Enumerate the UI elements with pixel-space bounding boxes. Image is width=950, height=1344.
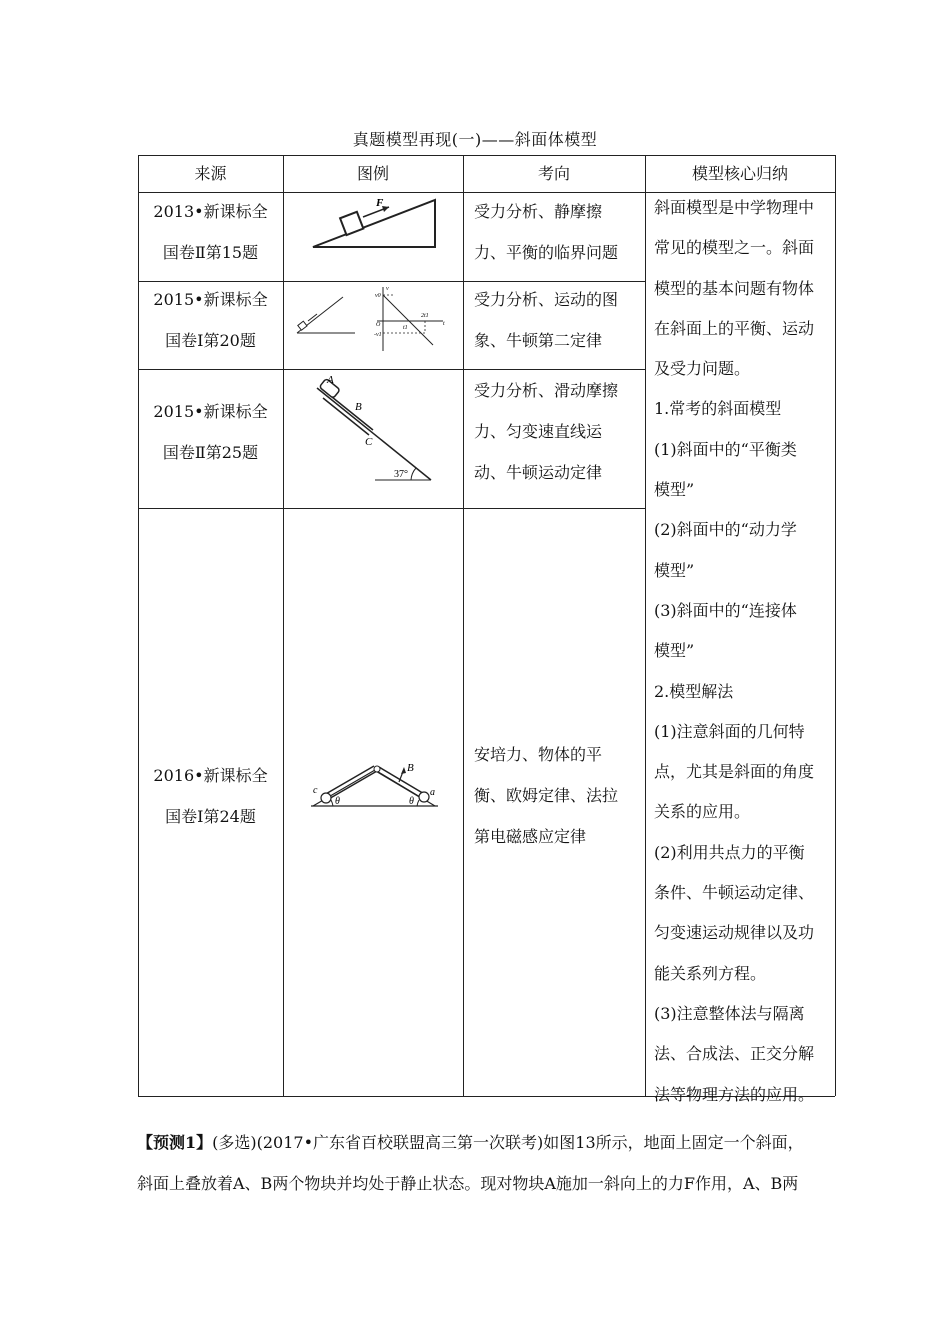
row4-source: 2016•新课标全 国卷Ⅰ第24题 [153,766,268,826]
svg-text:B: B [355,401,362,413]
svg-text:2t1: 2t1 [421,313,429,319]
prediction-line2: 斜面上叠放着A、B两个物块并均处于静止状态。现对物块A施加一斜向上的力F作用，A、B两 [137,1174,799,1193]
svg-text:v0: v0 [375,293,381,299]
svg-text:c: c [313,785,318,796]
header-topic: 考向 [537,164,570,183]
page-title: 真题模型再现(一)——斜面体模型 [352,130,598,149]
header-source: 来源 [194,164,227,183]
svg-text:-v1: -v1 [374,332,382,338]
svg-text:C: C [365,436,373,448]
row4-topic: 安培力、物体的平 衡、欧姆定律、法拉 第电磁感应定律 [474,745,619,846]
figure-incline-slab-ABC [283,369,463,508]
svg-text:θ: θ [409,796,414,807]
row1-source: 2013•新课标全 国卷Ⅱ第15题 [153,202,268,262]
figure-incline-block-force [283,192,463,280]
row1-topic: 受力分析、静摩擦 力、平衡的临界问题 [474,202,619,262]
svg-text:θ: θ [335,796,340,807]
svg-text:37°: 37° [394,469,408,480]
svg-text:v: v [386,286,389,292]
prediction-line1: (多选)(2017•广东省百校联盟高三第一次联考)如图13所示，地面上固定一个斜面， [212,1133,804,1152]
row2-topic: 受力分析、运动的图 象、牛顿第二定律 [474,290,619,350]
prediction-line2-row [137,1173,857,1195]
row3-source: 2015•新课标全 国卷Ⅱ第25题 [153,402,268,462]
row3-topic: 受力分析、滑动摩擦 力、匀变速直线运 动、牛顿运动定律 [474,381,619,482]
prediction-paragraph [137,1132,857,1154]
prediction-label: 【预测1】 [137,1133,213,1152]
col-divider [645,155,646,1096]
svg-text:t: t [443,321,445,327]
svg-text:t1: t1 [403,325,408,331]
row-divider [138,508,645,509]
col-divider [463,155,464,1096]
svg-text:O: O [376,322,381,328]
figure-incline-and-vt-graph [283,281,463,369]
svg-text:a: a [430,787,435,798]
model-summary: 斜面模型是中学物理中 常见的模型之一。斜面 模型的基本问题有物体 在斜面上的平衡、运动 及受力问题。 1.常考的斜面模型 (1)斜面中的“平衡类 模型” (2)斜面中的“动力学 模型” (3)斜面中的“连接体 模型” 2.模型解法 (1)注意斜面的几何特 点，尤其是斜面的角度 关系的应用。 (2)利用共点力的平衡 条件、牛顿运动定律、 匀变速运动规律以及功 能关系列方程。 (3)注意整体法与隔离 法、合成法、正交分解 法等物理方法的应用。 [654,198,815,1104]
svg-text:B: B [407,762,414,774]
label-F: F [376,197,384,209]
header-summary: 模型核心归纳 [691,164,788,183]
header-figure: 图例 [356,164,389,183]
svg-text:A: A [327,374,334,386]
figure-double-incline-rods [283,750,463,820]
col-divider [835,155,836,1096]
row2-source: 2015•新课标全 国卷Ⅰ第20题 [153,290,268,350]
